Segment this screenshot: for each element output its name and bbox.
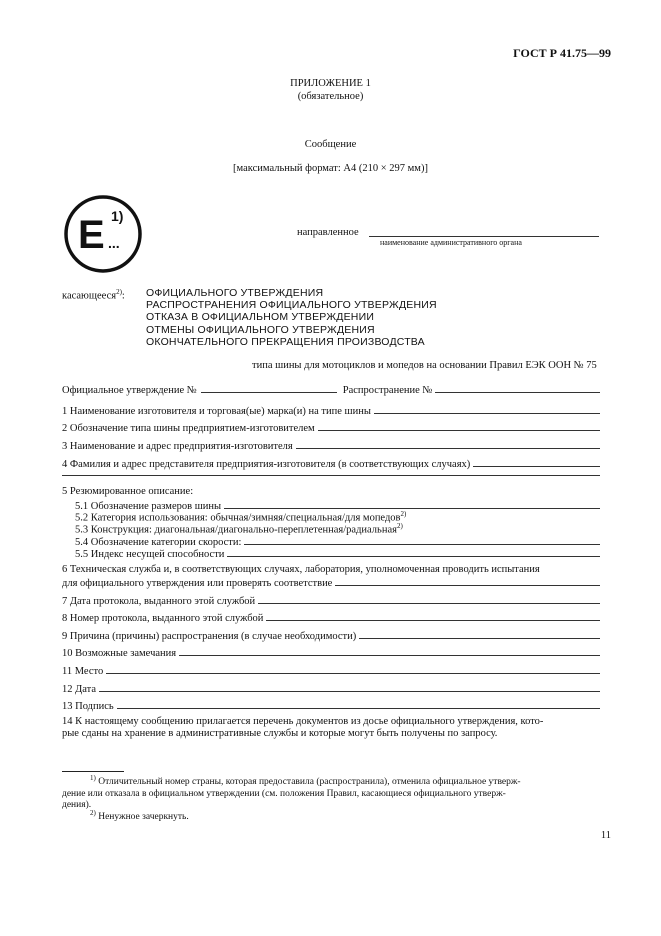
message-title: Сообщение <box>304 139 357 150</box>
page-number: 11 <box>600 830 611 841</box>
footnote-separator <box>62 771 124 772</box>
approval-number-field[interactable] <box>201 383 337 393</box>
item-4: 4 Фамилия и адрес представителя предприятия-изготовителя (в соответствующих случаях) <box>62 457 600 470</box>
item-5-5: 5.5 Индекс несущей способности <box>75 547 600 560</box>
tire-type-line: типа шины для мотоциклов и мопедов на основании Правил ЕЭК ООН № 75 <box>252 360 597 371</box>
item-10-field[interactable] <box>179 646 600 656</box>
item-2: 2 Обозначение типа шины предприятием-изготовителем <box>62 421 600 434</box>
item-8: 8 Номер протокола, выданного этой службой <box>62 611 600 624</box>
footnote-2: $^{2)}$ Ненужное зачеркнуть. <box>90 809 189 823</box>
item-5-3: 5.3 Конструкция: диагональная/диагонально-переплетенная/радиальная$^{2)}$ <box>75 522 403 536</box>
approval-extension-row <box>62 383 600 396</box>
item-5-4-field[interactable] <box>244 535 600 545</box>
item-12-field[interactable] <box>99 682 600 692</box>
item-6-field[interactable] <box>335 576 600 586</box>
item-10: 10 Возможные замечания <box>62 646 600 659</box>
item-9: 9 Причина (причины) распространения (в случае необходимости) <box>62 629 600 642</box>
emblem-letter: E <box>78 213 105 257</box>
concerning-option[interactable]: ОКОНЧАТЕЛЬНОГО ПРЕКРАЩЕНИЯ ПРОИЗВОДСТВА <box>146 335 425 348</box>
item-5-1-field[interactable] <box>224 499 600 509</box>
concerning-option[interactable]: РАСПРОСТРАНЕНИЯ ОФИЦИАЛЬНОГО УТВЕРЖДЕНИЯ <box>146 299 437 312</box>
annex-status: (обязательное) <box>297 91 364 102</box>
item-1: 1 Наименование изготовителя и торговая(ые) марка(и) на типе шины <box>62 404 600 417</box>
item-6: для официального утверждения или проверять соответствие <box>62 576 600 589</box>
format-note: [максимальный формат: А4 (210 × 297 мм)] <box>233 163 428 174</box>
annex-title: ПРИЛОЖЕНИЕ 1 <box>290 78 371 89</box>
addressee-caption: наименование административного органа <box>380 238 522 247</box>
item-1-field[interactable] <box>374 404 600 414</box>
concerning-options <box>146 287 437 348</box>
approval-number-label: Официальное утверждение № <box>62 385 197 396</box>
item-5-4: 5.4 Обозначение категории скорости: <box>75 535 600 548</box>
emblem-note-mark: 1) <box>111 208 124 224</box>
item-3: 3 Наименование и адрес предприятия-изготовителя <box>62 439 600 452</box>
footnote-1: $^{1)}$ Отличительный номер страны, которая предоставила (распространила), отменила официальное утверж- дение или отказала в официальном утверждении (см. положения Правил, касающиеся официального утверж- дения). <box>62 774 521 811</box>
concerning-label: касающееся$^{2)}$: <box>62 288 125 302</box>
item-7: 7 Дата протокола, выданного этой службой <box>62 594 600 607</box>
item-5: 5 Резюмированное описание: <box>62 486 194 497</box>
extension-number-label: Распространение № <box>342 385 433 396</box>
item-13: 13 Подпись <box>62 699 600 712</box>
standard-code: ГОСТ Р 41.75—99 <box>513 46 611 60</box>
approval-circle-icon <box>62 193 144 275</box>
concerning-option[interactable]: ОФИЦИАЛЬНОГО УТВЕРЖДЕНИЯ <box>146 287 324 299</box>
item-5-1: 5.1 Обозначение размеров шины <box>75 499 600 512</box>
item-6-line-1: 6 Техническая служба и, в соответствующих случаях, лаборатория, уполномоченная проводить испытания <box>62 564 540 575</box>
item-12: 12 Дата <box>62 682 600 695</box>
item-9-field[interactable] <box>359 629 600 639</box>
concerning-option[interactable]: ОТМЕНЫ ОФИЦИАЛЬНОГО УТВЕРЖДЕНИЯ <box>146 323 375 336</box>
item-2-field[interactable] <box>318 421 600 431</box>
addressee-field[interactable] <box>369 226 599 237</box>
item-3-field[interactable] <box>296 439 600 449</box>
extension-number-field[interactable] <box>435 383 600 393</box>
approval-mark-emblem <box>62 193 144 275</box>
addressee-label: направленное <box>297 227 359 238</box>
concerning-option[interactable]: ОТКАЗА В ОФИЦИАЛЬНОМ УТВЕРЖДЕНИИ <box>146 311 375 324</box>
item-14-line-1: 14 К настоящему сообщению прилагается перечень документов из досье официального утверждения, кото- <box>62 716 544 727</box>
item-11-field[interactable] <box>106 664 600 674</box>
item-13-field[interactable] <box>117 699 600 709</box>
item-14-line-2: рые сданы на хранение в административные службы и которые могут быть получены по запросу. <box>62 728 498 739</box>
item-11: 11 Место <box>62 664 600 677</box>
emblem-dots: ... <box>108 235 120 251</box>
item-5-2: 5.2 Категория использования: обычная/зимняя/специальная/для мопедов$^{2)}$ <box>75 510 407 524</box>
item-7-field[interactable] <box>258 594 600 604</box>
item-8-field[interactable] <box>266 611 600 621</box>
item-4-field[interactable] <box>473 457 600 467</box>
item-5-5-field[interactable] <box>227 547 600 557</box>
item-4-extra-line[interactable] <box>62 475 600 476</box>
